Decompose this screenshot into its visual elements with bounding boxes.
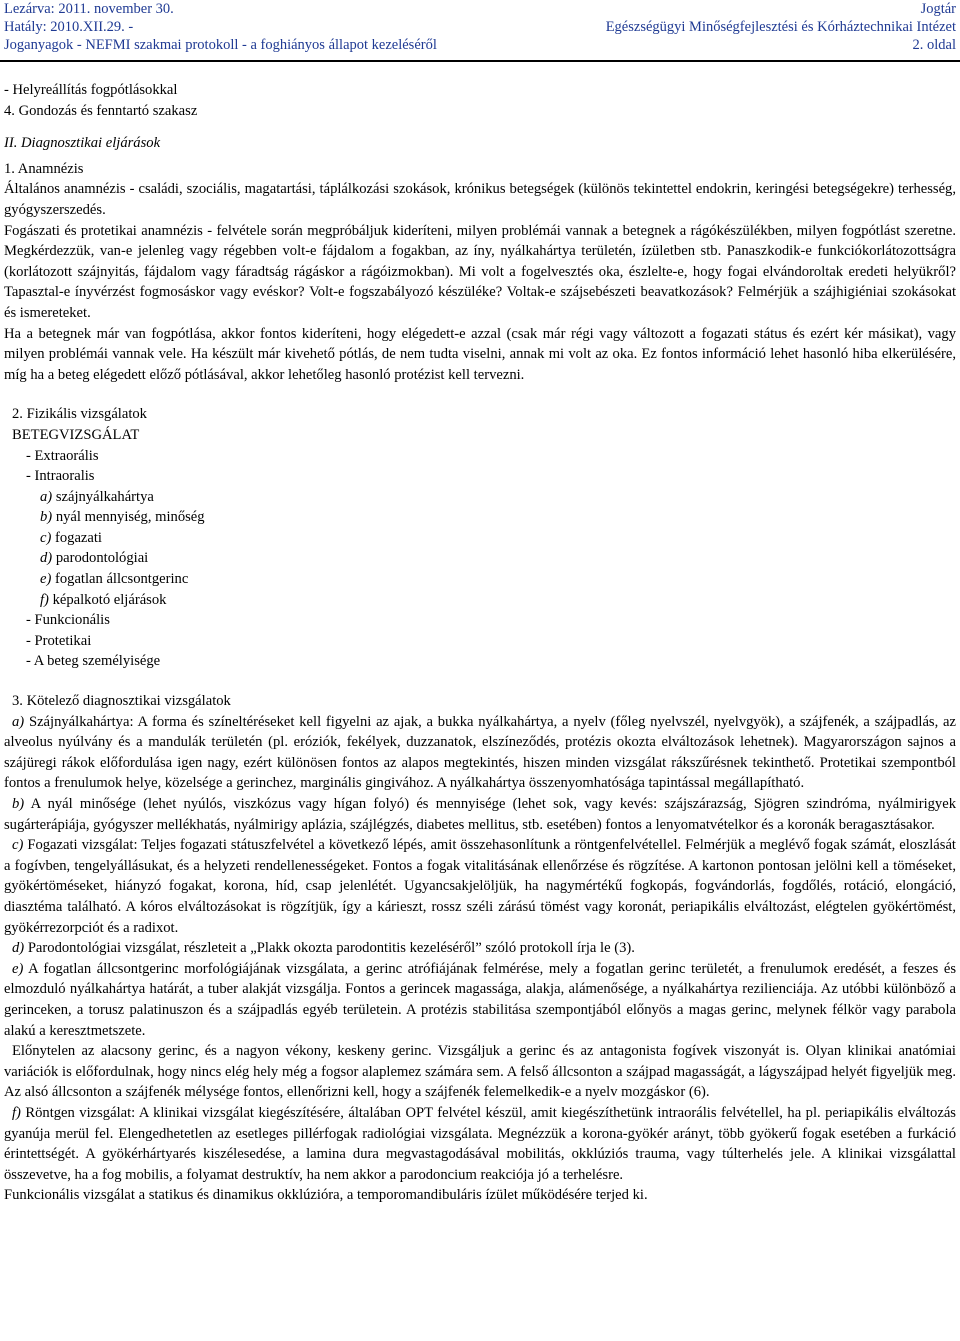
header-effective-date: Hatály: 2010.XII.29. - [4, 19, 134, 35]
physical-personality: - A beteg személyisége [26, 653, 161, 670]
mandatory-periodontal: d) Parodontológiai vizsgálat, részleteit a „Plakk okozta parodontitis kezeléséről” szóló protokoll írja le (3). [12, 940, 635, 957]
list-item: a) szájnyálkahártya [40, 488, 154, 505]
physical-functional: - Funkcionális [26, 612, 110, 629]
header-institute: Egészségügyi Minőségfejlesztési és Kórháztechnikai Intézet [605, 19, 956, 35]
mandatory-functional: Funkcionális vizsgálat a statikus és dinamikus okklúzióra, a temporomandibuláris ízület működésére terjed ki. [4, 1187, 648, 1204]
list-item: b) nyál mennyiség, minőség [40, 509, 205, 526]
list-item: f) képalkotó eljárások [40, 591, 167, 608]
list-item: e) fogatlan állcsontgerinc [40, 571, 189, 588]
header-left [4, 0, 437, 54]
spacer [4, 385, 956, 404]
physical-prosthetic: - Protetikai [26, 632, 92, 649]
mandatory-saliva: b) A nyál minősége (lehet nyúlós, viszkózus vagy hígan folyó) és mennyisége (lehet sok, vagy kevés: szájszárazság, Sjögren szindróma, nyálmirigyek sugárterápiája, gyógyszer mellékhatás, nyálmirigy aplázia, szájlégzés, diabetes mellitus, stb. esetében) fontos a lenyomatvételkor és a koronák beragasztásakor. [4, 796, 956, 833]
header-publisher: Jogtár [920, 1, 956, 17]
list-item: c) fogazati [40, 529, 102, 546]
header-closed-date: Lezárva: 2011. november 30. [4, 1, 174, 17]
physical-heading: 2. Fizikális vizsgálatok [12, 406, 147, 423]
anamnesis-general: Általános anamnézis - családi, szociális, magatartási, táplálkozási szokások, krónikus betegségek (különös tekintettel endokrin, keringési betegségekre) terhesség, gyógyszerszedés. [4, 181, 956, 218]
physical-extraoral: - Extraorális [26, 447, 99, 464]
mandatory-mucosa: a) Szájnyálkahártya: A forma és színeltéréseket kell figyelni az ajak, a bukka nyálkahártya, a nyelv (főleg nyelvszél, nyelvgyök), a szájfenék, a szájpadlás, az alveolus nyúlvány és a mandulák területén (pl. eróziók, fekélyek, duzzanatok, elszíneződés, protézis okozta elváltozások lehetnek). Magyarországon sajnos a szájüregi rákok előfordulása igen nagy, ezért különösen fontos az alapos megtekintés, hiszen minden vizsgálat rákszűrésnek tekinthető. Protetikai szempontból fontos a frenulumok helye, közelsége a gerinchez, marginális gingivához. A nyálkahártya összenyomhatósága tapintással megállapítható. [4, 713, 956, 792]
page-header [4, 0, 956, 54]
section-title: II. Diagnosztikai eljárások [4, 135, 161, 152]
physical-intraoral: - Intraoralis [26, 468, 95, 485]
header-document-title: Joganyagok - NEFMI szakmai protokoll - a foghiányos állapot kezeléséről [4, 37, 437, 53]
header-right [606, 0, 956, 54]
mandatory-dentition: c) Fogazati vizsgálat: Teljes fogazati státuszfelvétel a következő lépés, amit összehasonlítunk a röntgenfelvétellel. Felmérjük a meglévő fogak számát, eloszlását a fogívben, tengelyállásukat, és a helyzeti rendellenességeket. Fontos a fogak vitalitásának ellenőrzése és rögzítése. A kartonon pontosan jelölni kell a töméseket, gyökértöméseket, hiányzó fogakat, korona, híd, csap jelenlétét. Ugyancsakjelöljük, ha nagymértékű fogkopás, fogvándorlás, fogdőlés, rotáció, elongáció, diasztéma található. A kóros elváltozásokat is rögzítjük, így a kárieszt, rossz széli zárású tömést vagy koronát, periapikális elváltozást, elégtelen gyökértömést, gyökérrezorpciót és a radixot. [4, 837, 956, 936]
page-number: 2. oldal [912, 37, 956, 53]
anamnesis-dental: Fogászati és protetikai anamnézis - felvétele során megpróbáljuk kideríteni, milyen problémái vannak a betegnek a rágókészülékben, milyen fogpótlást szeretne. Megkérdezzük, van-e jelenleg vagy régebben volt-e fájdalom a fogakban, az íny, nyálkahártya területén, ízületben stb. Panaszkodik-e funkciókorlátozottságra (korlátozott szájnyitás, fájdalom vagy fáradtság rágáskor a rágóizmokban). Mi volt a fogelvesztés oka, észlelte-e, hogy fogai elvándoroltak eredeti helyükről? Tapasztal-e ínyvérzést fogmosáskor vagy evéskor? Volt-e fogszabályozó készüléke? Voltak-e szájsebészeti beavatkozások? Felmérjük a szájhigiéniai szokásokat és ismereteket. [4, 222, 956, 321]
intro-line-1: - Helyreállítás fogpótlásokkal [4, 82, 178, 98]
document-body [4, 80, 956, 1206]
spacer [4, 672, 956, 691]
mandatory-ridge-cont: Előnytelen az alacsony gerinc, és a nagyon vékony, keskeny gerinc. Vizsgáljuk a gerinc és az antagonista fogívek viszonyát is. Olyan klinikai anatómiai variációk is előfordulnak, hogy nincs elég hely még a fogsor alaplemez számára sem. A felső állcsonton a szájpad magasságát, a lágyszájpad helyét figyeljük meg. Az alsó állcsonton a szájfenék mélysége fontos, ellenőrizni kell, hogy a szájfenék felemelkedik-e a nyelv mozgáskor (6). [4, 1043, 956, 1101]
physical-title: BETEGVIZSGÁLAT [12, 426, 140, 443]
header-divider [0, 60, 960, 62]
list-item: d) parodontológiai [40, 550, 149, 567]
anamnesis-prosthesis: Ha a betegnek már van fogpótlása, akkor fontos kideríteni, hogy elégedett-e azzal (csak már régi vagy változott a fogazati státus és ezért kér másikat), vagy milyen problémái vannak vele. Ha készült már kivehető pótlás, de nem tudta viselni, annak mi volt az oka. Ez fontos információ lehet hasonló hiba elkerülésére, míg ha a beteg elégedett előző pótlásával, akkor lehetőleg hasonló protézist kell tervezni. [4, 325, 956, 383]
intro-line-2: 4. Gondozás és fenntartó szakasz [4, 102, 198, 119]
mandatory-xray: f) Röntgen vizsgálat: A klinikai vizsgálat kiegészítésére, általában OPT felvétel készül, amit kiegészíthetünk intraorális felvétellel, ha pl. periapikális elváltozás gyanúja merül fel. Elengedhetetlen az esetleges pillérfogak radiológiai vizsgálata. Megnézzük a korona-gyökér arányt, több gyökerű fogak esetében a furkáció érintettségét. A gyökérhártyarés kiszélesedése, a lamina dura megvastagodásával mobilitás, okklúziós trauma, vagy túlterhelés jele. A klinikai vizsgálattal összevetve, ha a fog mobilis, a folyamat destruktív, ha nem akkor a parodoncium reakciója jó a terhelésre. [4, 1104, 956, 1183]
mandatory-ridge: e) A fogatlan állcsontgerinc morfológiájának vizsgálata, a gerinc atrófiájának felmérése, mely a fogatlan gerinc területét, a frenulumok eredését, a feszes és elmozduló nyálkahártya határát, a tuber alakját vizsgálja. Fontos a gerincek magassága, alakja, alámenősége, a nyálkahártya rezilienciája. Az utóbbi különböző a gerinceken, a torusz palatinuszon és a szájpadlás egyéb területein. A protézis stabilitása szempontjából előnyös a magas gerinc, melynek félkör vagy parabola alakú a keresztmetszete. [4, 960, 956, 1039]
mandatory-heading: 3. Kötelező diagnosztikai vizsgálatok [12, 693, 231, 710]
anamnesis-heading: 1. Anamnézis [4, 160, 84, 177]
